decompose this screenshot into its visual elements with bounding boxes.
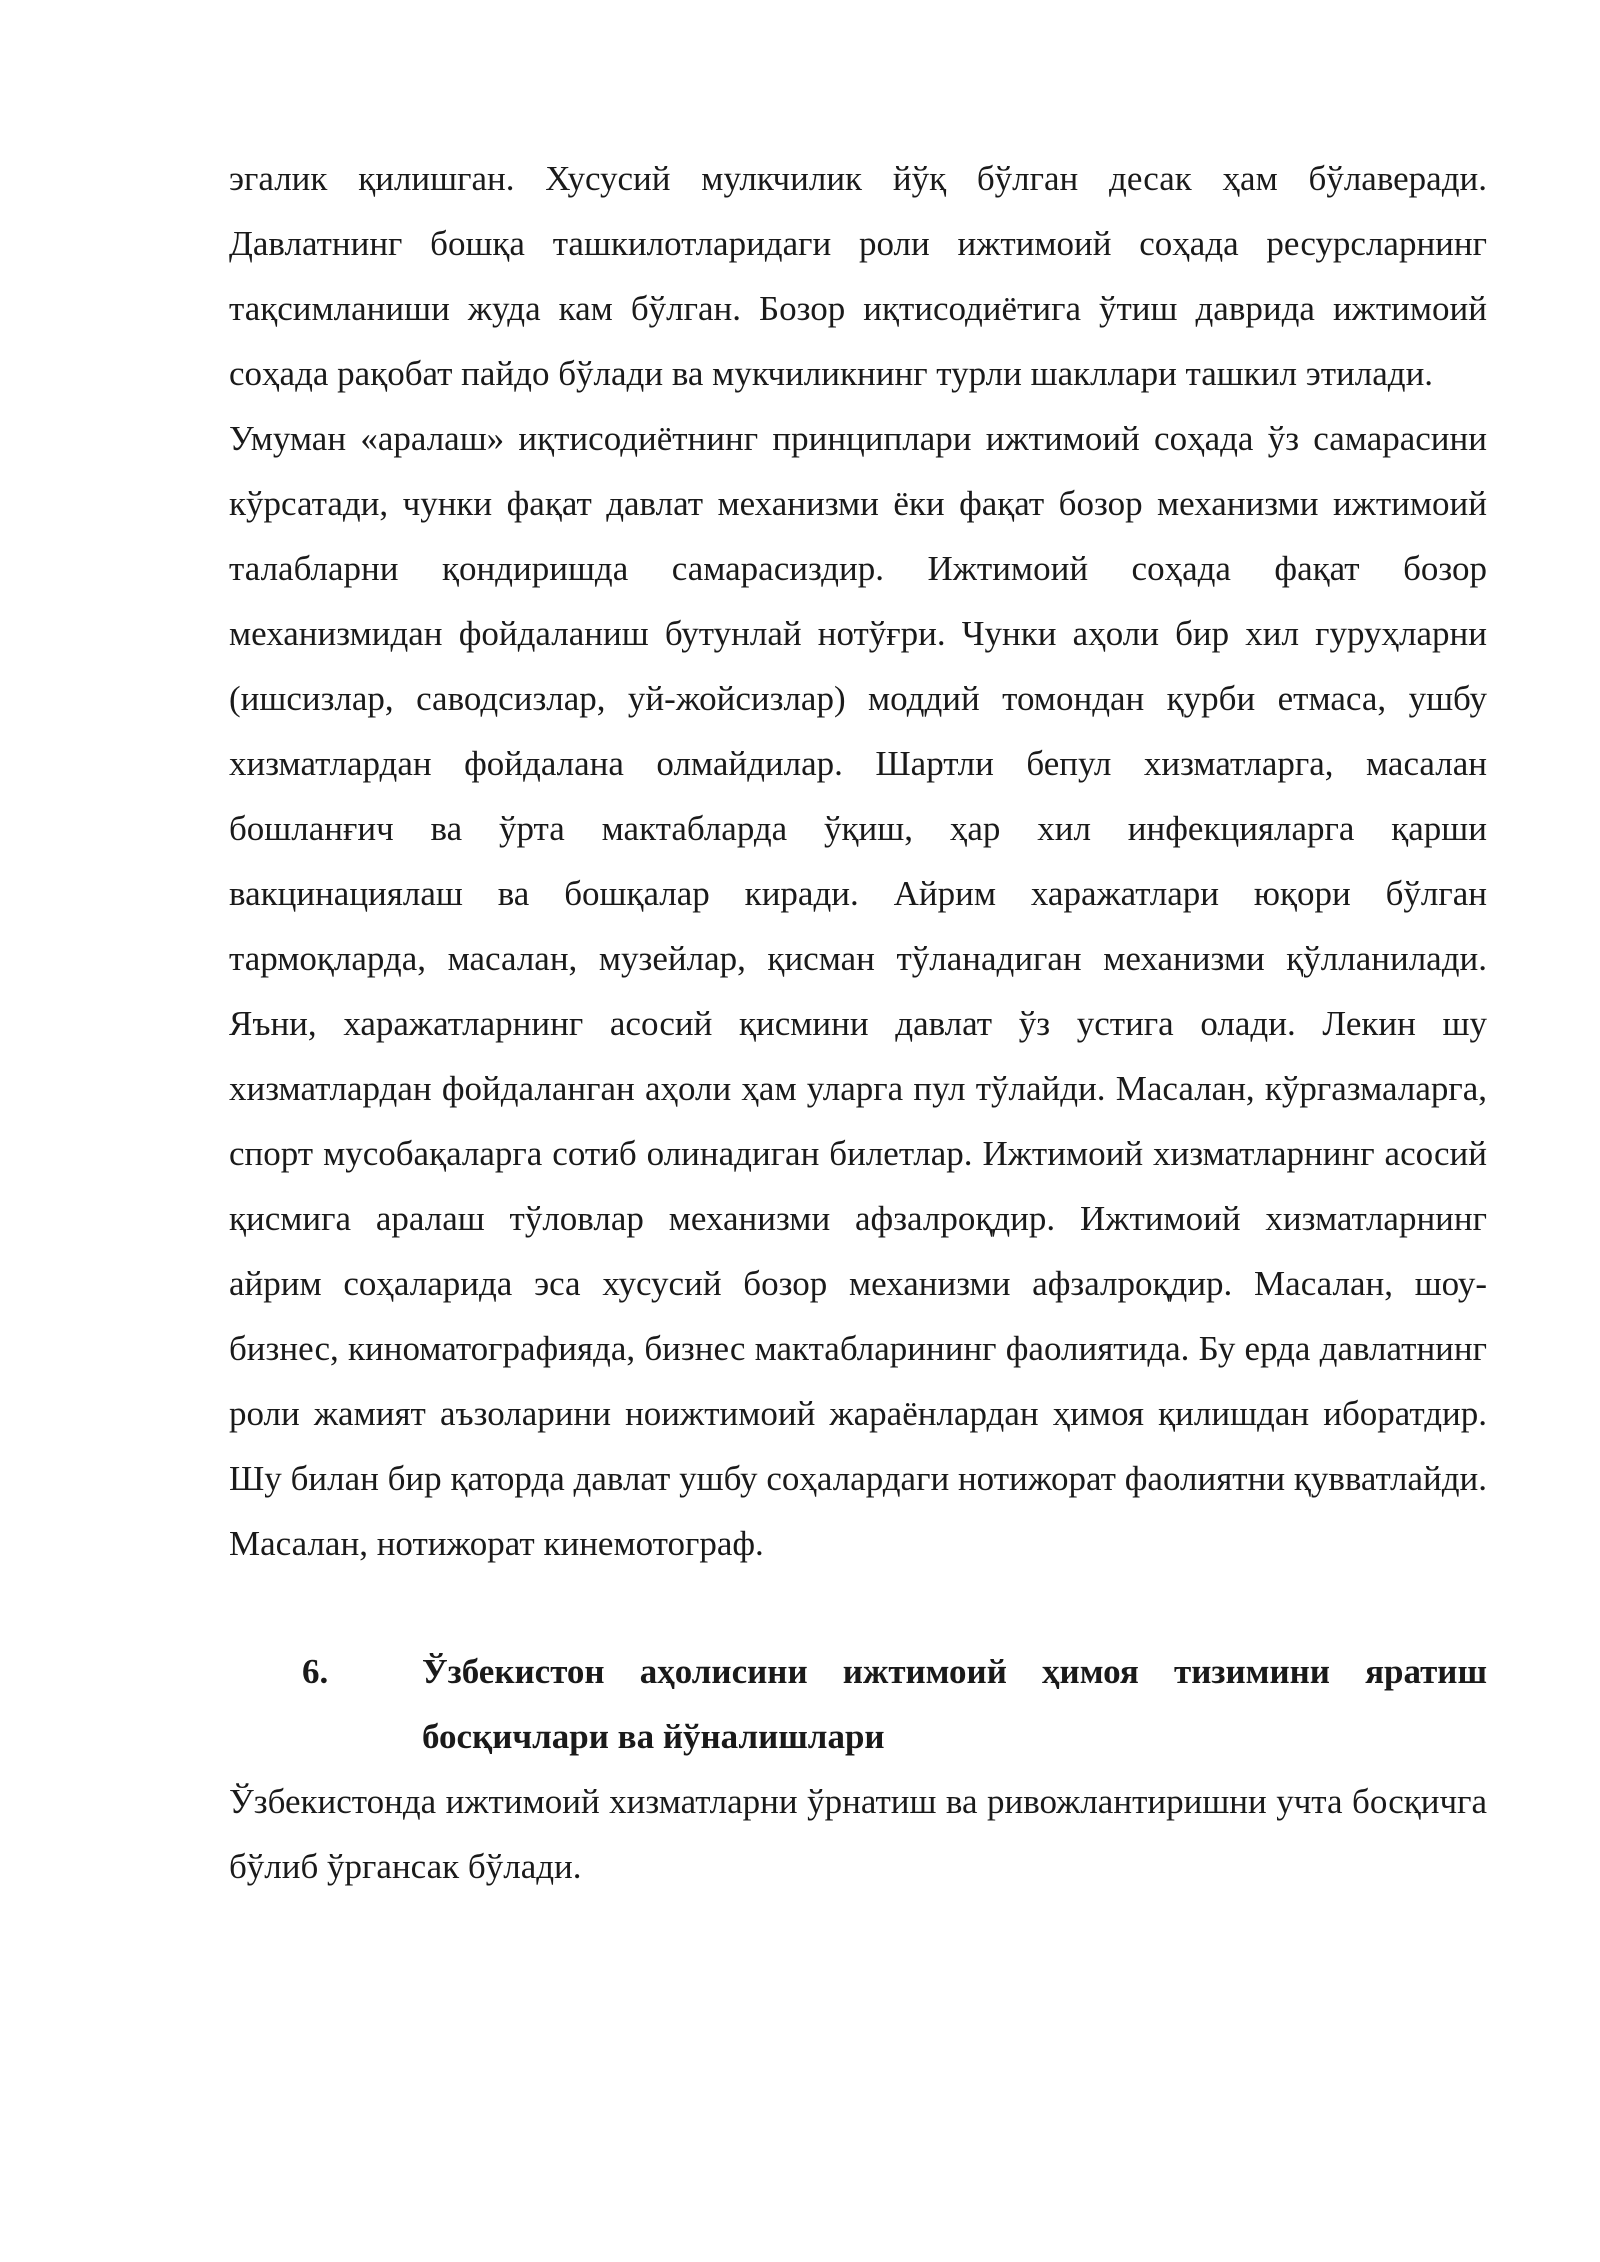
body-paragraph: Умуман «аралаш» иқтисодиётнинг принциплари ижтимоий соҳада ўз самарасини кўрсатади, чунки фақат давлат механизми ёки фақат бозор механизми ижтимоий талабларни қондиришда самарасиздир. Ижтимоий соҳада фақат бозор механизмидан фойдаланиш бутунлай нотўғри. Чунки аҳоли бир хил гуруҳларни (ишсизлар, саводсизлар, уй-жойсизлар) моддий томондан қурби етмаса, ушбу хизматлардан фойдалана олмайдилар. Шартли бепул хизматларга, масалан бошланғич ва ўрта мактабларда ўқиш, ҳар хил инфекцияларга қарши вакцинациялаш ва бошқалар киради. Айрим харажатлари юқори бўлган тармоқларда, масалан, музейлар, қисман тўланадиган механизми қўлланилади. Яъни, харажатларнинг асосий қисмини давлат ўз устига олади. Лекин шу хизматлардан фойдаланган аҳоли ҳам уларга пул тўлайди. Масалан, кўргазмаларга, спорт мусобақаларга сотиб олинадиган билетлар. Ижтимоий хизматларнинг асосий қисмига аралаш тўловлар механизми афзалроқдир. Ижтимоий хизматларнинг айрим соҳаларида эса хусусий бозор механизми афзалроқдир. Масалан, шоу-бизнес, киноматографияда, бизнес мактабларининг фаолиятида. Бу ерда давлатнинг роли жамият аъзоларини ноижтимоий жараёнлардан ҳимоя қилишдан иборатдир. Шу билан бир қаторда давлат ушбу соҳалардаги нотижорат фаолиятни қувватлайди. Масалан, нотижорат кинемотограф. [229,419,1487,1563]
body-paragraph: эгалик қилишган. Хусусий мулкчилик йўқ бўлган десак ҳам бўлаверади. Давлатнинг бошқа ташкилотларидаги роли ижтимоий соҳада ресурсларнинг тақсимланиши жуда кам бўлган. Бозор иқтисодиётига ўтиш даврида ижтимоий соҳада рақобат пайдо бўлади ва мукчиликнинг турли шакллари ташкил этилади. [229,159,1487,393]
body-paragraph: Ўзбекистонда ижтимоий хизматларни ўрнатиш ва ривожлантиришни учта босқичга бўлиб ўргансак бўлади. [229,1782,1487,1886]
section-title: Ўзбекистон аҳолисини ижтимоий ҳимоя тизимини яратиш босқичлари ва йўналишлари [422,1652,1487,1756]
section-heading [302,1639,1487,1769]
section-number: 6. [302,1652,329,1691]
document-page [229,146,1487,1899]
